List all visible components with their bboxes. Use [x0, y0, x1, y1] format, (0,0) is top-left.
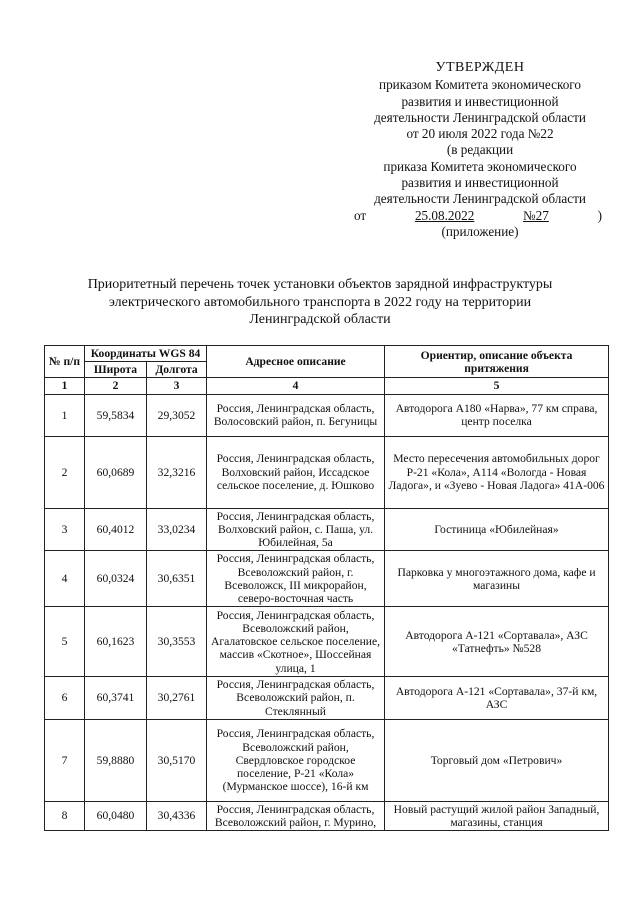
- longitude-cell: 30,3553: [147, 607, 207, 677]
- address-cell: Россия, Ленинградская область, Всеволожский район, Свердловское городское поселение, Р-21 «Кола» (Мурманское шоссе), 16-й км: [207, 719, 385, 801]
- table-row: [45, 436, 609, 508]
- approval-date-line: [340, 208, 602, 224]
- header-address: Адресное описание: [207, 346, 385, 378]
- address-cell: Россия, Ленинградская область, Всеволожский район, п. Стеклянный: [207, 677, 385, 720]
- landmark-cell: Гостиница «Юбилейная»: [385, 508, 609, 551]
- row-number: 2: [45, 436, 85, 508]
- address-cell: Россия, Ленинградская область, Всеволожский район, Агалатовское сельское поселение, массив «Скотное», Шоссейная улица, 1: [207, 607, 385, 677]
- longitude-cell: 30,5170: [147, 719, 207, 801]
- header-lon: Долгота: [147, 362, 207, 378]
- row-number: 3: [45, 508, 85, 551]
- latitude-cell: 60,3741: [85, 677, 147, 720]
- index-cell: 1: [45, 378, 85, 394]
- approval-line: от 20 июля 2022 года №22: [406, 126, 554, 142]
- header-coords: Координаты WGS 84: [85, 346, 207, 362]
- index-cell: 5: [385, 378, 609, 394]
- landmark-cell: Торговый дом «Петрович»: [385, 719, 609, 801]
- title-line: Ленинградской области: [249, 312, 391, 327]
- longitude-cell: 30,4336: [147, 801, 207, 830]
- address-cell: Россия, Ленинградская область, Волховский район, с. Паша, ул. Юбилейная, 5а: [207, 508, 385, 551]
- approval-line: развития и инвестиционной: [401, 93, 559, 109]
- latitude-cell: 60,1623: [85, 607, 147, 677]
- landmark-cell: Место пересечения автомобильных дорог Р-21 «Кола», А114 «Вологда - Новая Ладога», и «Зуево - Новая Ладога» 41А-006: [385, 436, 609, 508]
- table-row: [45, 394, 609, 436]
- table-row: [45, 801, 609, 830]
- date-prefix: от: [354, 207, 367, 223]
- approval-line: деятельности Ленинградской области: [374, 109, 586, 125]
- header-lat: Широта: [85, 362, 147, 378]
- latitude-cell: 60,0480: [85, 801, 147, 830]
- landmark-cell: Автодорога А-121 «Сортавала», АЗС «Татнефть» №528: [385, 607, 609, 677]
- latitude-cell: 59,5834: [85, 394, 147, 436]
- row-number: 4: [45, 551, 85, 607]
- closing-paren: ): [597, 207, 602, 223]
- latitude-cell: 60,4012: [85, 508, 147, 551]
- approval-line: развития и инвестиционной: [401, 175, 559, 191]
- header-num: № п/п: [45, 346, 85, 378]
- date-value: 25.08.2022: [414, 207, 475, 223]
- document-title: [40, 276, 600, 329]
- header-landmark: Ориентир, описание объекта притяжения: [385, 346, 609, 378]
- approval-line: приказом Комитета экономического: [379, 77, 581, 93]
- appendix-label: (приложение): [441, 223, 519, 239]
- charging-points-table: [44, 345, 609, 831]
- table-row: [45, 607, 609, 677]
- longitude-cell: 32,3216: [147, 436, 207, 508]
- table-row: [45, 719, 609, 801]
- address-cell: Россия, Ленинградская область, Всеволожский район, г. Всеволожск, III микрорайон, северо-восточная часть: [207, 551, 385, 607]
- longitude-cell: 30,6351: [147, 551, 207, 607]
- longitude-cell: 30,2761: [147, 677, 207, 720]
- address-cell: Россия, Ленинградская область, Волосовский район, п. Бегуницы: [207, 394, 385, 436]
- address-cell: Россия, Ленинградская область, Волховский район, Иссадское сельское поселение, д. Юшково: [207, 436, 385, 508]
- row-number: 5: [45, 607, 85, 677]
- landmark-cell: Автодорога А-121 «Сортавала», 37-й км, АЗС: [385, 677, 609, 720]
- row-number: 6: [45, 677, 85, 720]
- index-cell: 4: [207, 378, 385, 394]
- latitude-cell: 60,0324: [85, 551, 147, 607]
- column-index-row: [45, 378, 609, 394]
- title-line: Приоритетный перечень точек установки объектов зарядной инфраструктуры: [87, 277, 553, 292]
- landmark-cell: Автодорога А180 «Нарва», 77 км справа, центр поселка: [385, 394, 609, 436]
- row-number: 8: [45, 801, 85, 830]
- title-line: электрического автомобильного транспорта в 2022 году на территории: [108, 294, 532, 310]
- latitude-cell: 60,0689: [85, 436, 147, 508]
- approval-heading: УТВЕРЖДЕН: [435, 60, 525, 75]
- row-number: 7: [45, 719, 85, 801]
- latitude-cell: 59,8880: [85, 719, 147, 801]
- index-cell: 2: [85, 378, 147, 394]
- index-cell: 3: [147, 378, 207, 394]
- approval-line: деятельности Ленинградской области: [374, 191, 586, 207]
- approval-line: (в редакции: [446, 142, 514, 158]
- longitude-cell: 29,3052: [147, 394, 207, 436]
- longitude-cell: 33,0234: [147, 508, 207, 551]
- table-row: [45, 508, 609, 551]
- row-number: 1: [45, 394, 85, 436]
- table-row: [45, 677, 609, 720]
- table-row: [45, 551, 609, 607]
- landmark-cell: Новый растущий жилой район Западный, магазины, станция: [385, 801, 609, 830]
- address-cell: Россия, Ленинградская область, Всеволожский район, г. Мурино,: [207, 801, 385, 830]
- order-number: №27: [523, 207, 549, 223]
- approval-block: [340, 60, 620, 240]
- landmark-cell: Парковка у многоэтажного дома, кафе и магазины: [385, 551, 609, 607]
- approval-line: приказа Комитета экономического: [383, 158, 577, 174]
